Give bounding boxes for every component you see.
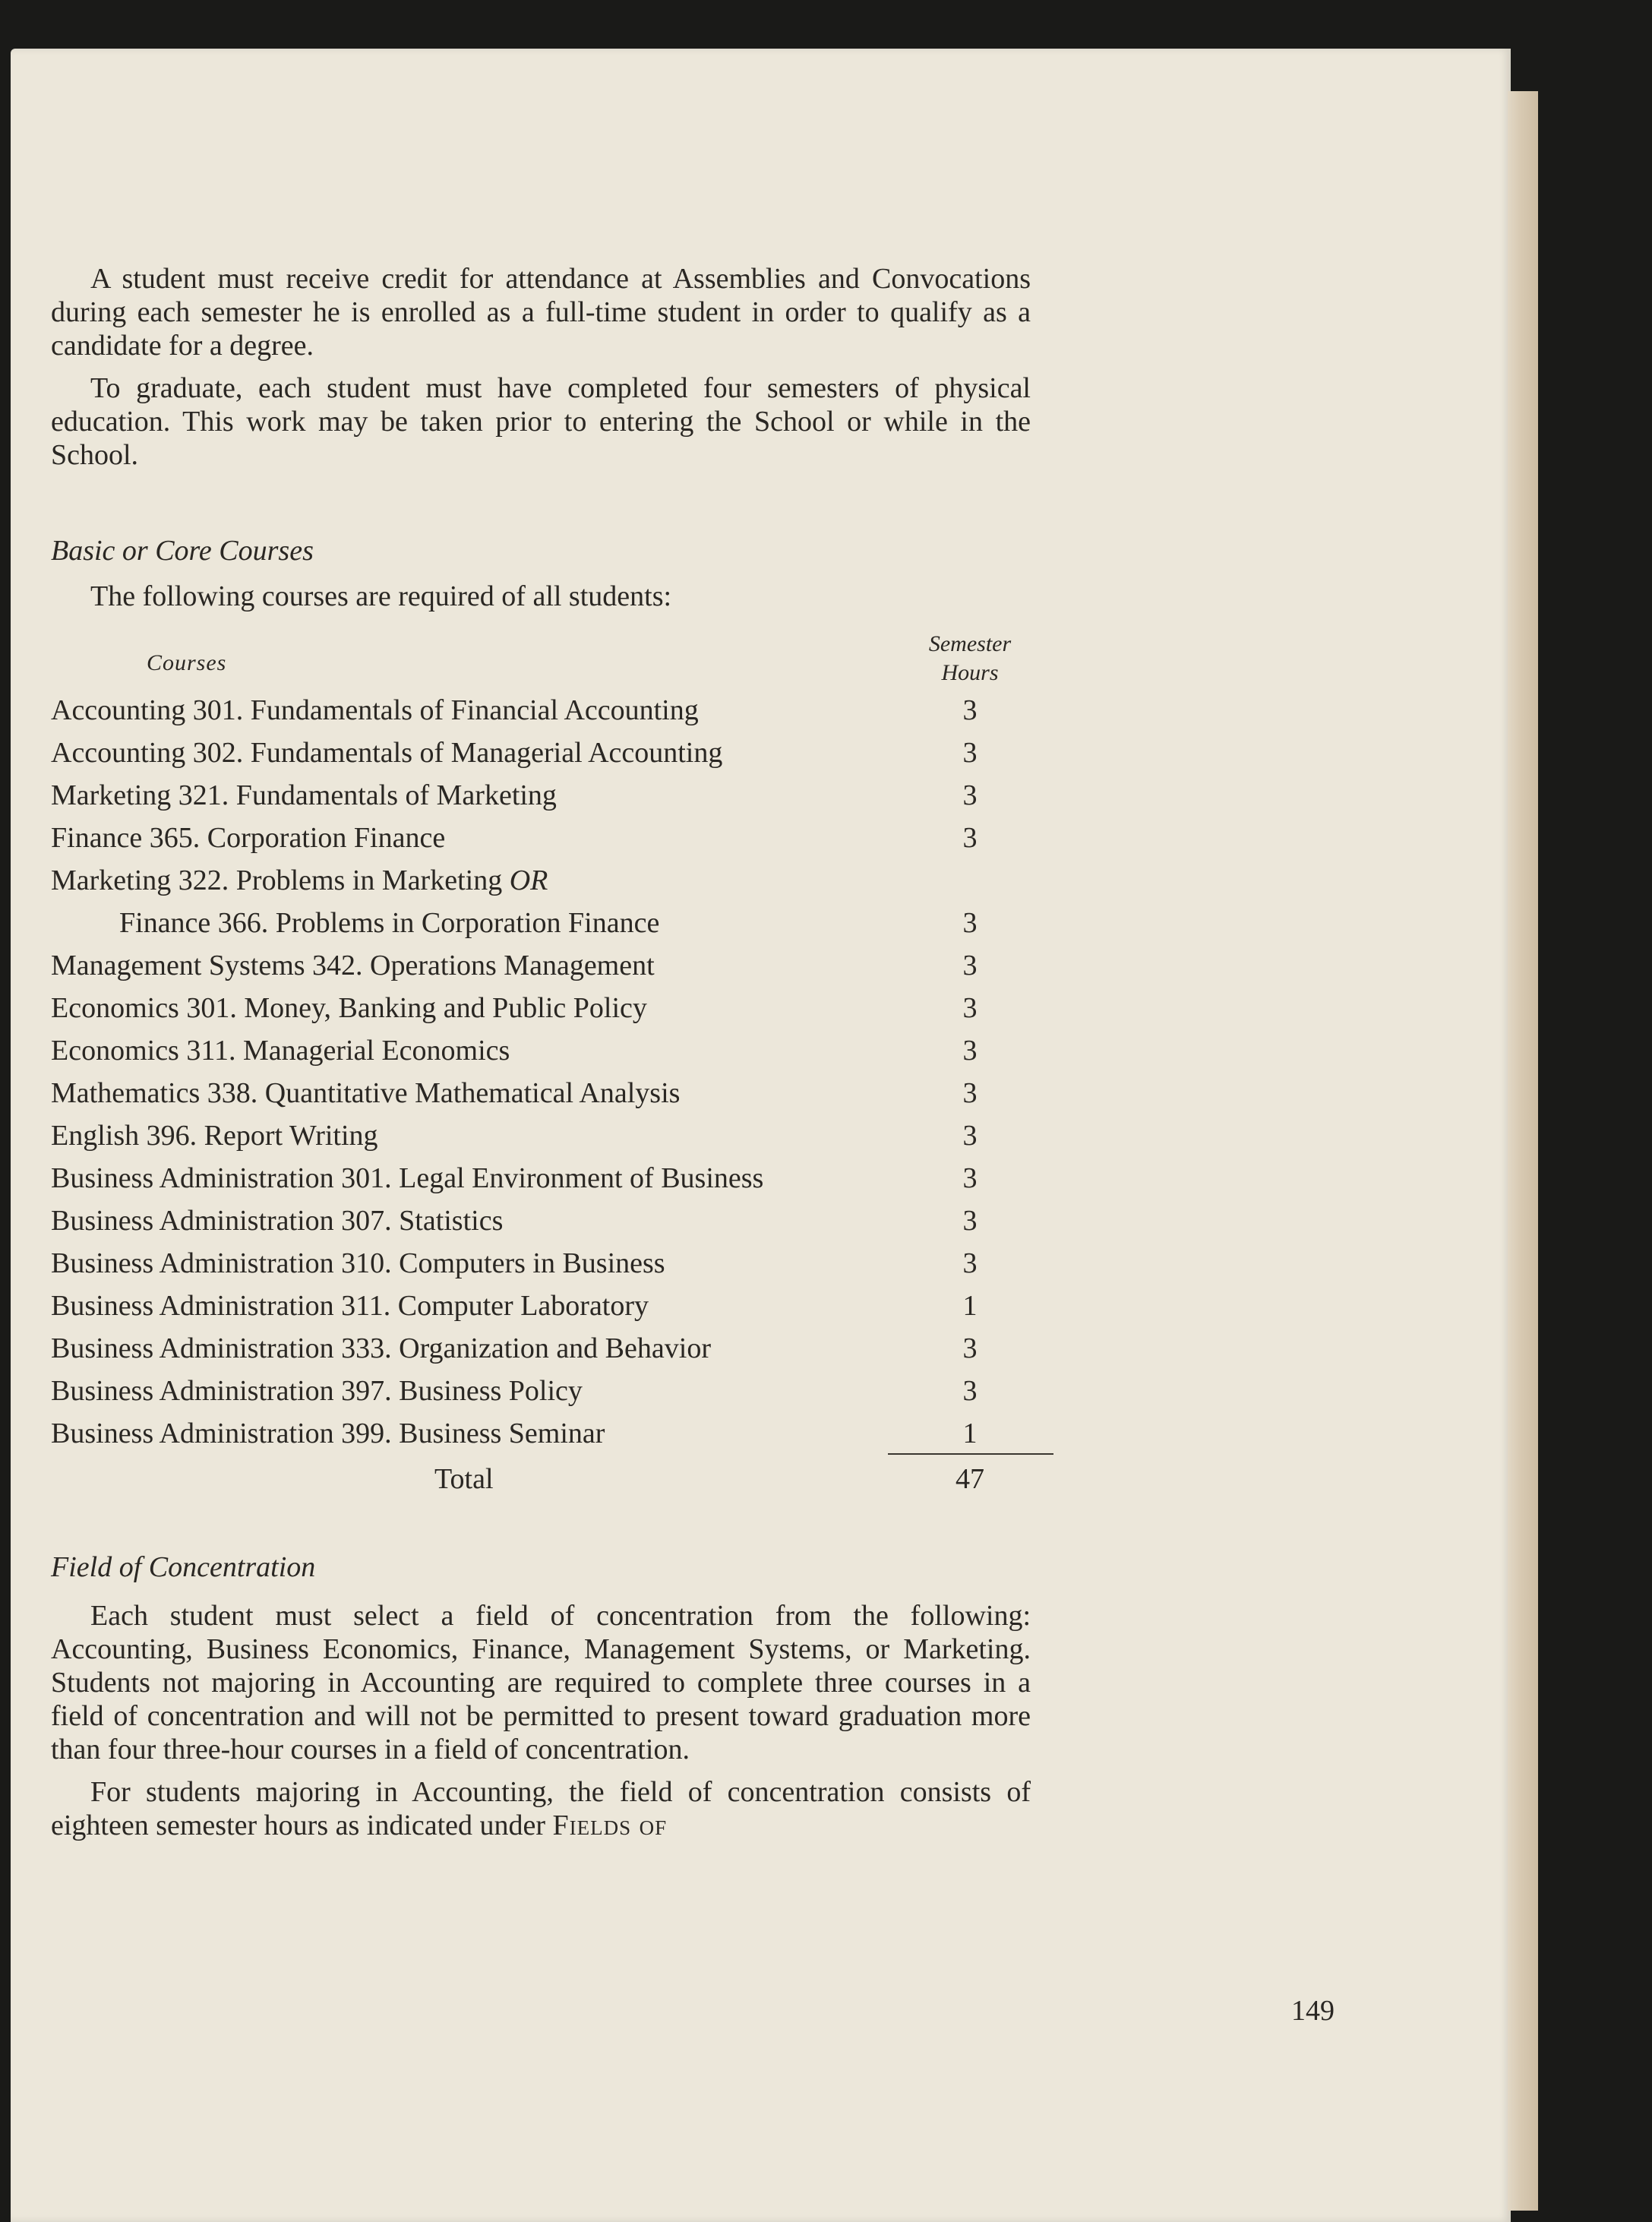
total-label: Total xyxy=(434,1463,494,1495)
course-hours: 3 xyxy=(962,950,978,981)
course-hours: 3 xyxy=(962,737,978,769)
course-hours: 3 xyxy=(962,992,978,1024)
page-number: 149 xyxy=(1291,1995,1335,2027)
table-row xyxy=(51,1412,1031,1455)
table-row xyxy=(51,1114,1031,1157)
table-row xyxy=(51,1285,1031,1327)
course-name: Business Administration 311. Computer Laboratory xyxy=(51,1290,649,1322)
section-heading-core: Basic or Core Courses xyxy=(51,535,314,567)
table-row xyxy=(51,1370,1031,1412)
course-name: Mathematics 338. Quantitative Mathematical Analysis xyxy=(51,1077,681,1109)
table-row xyxy=(51,732,1031,774)
course-name: Accounting 302. Fundamentals of Managerial Accounting xyxy=(51,737,723,769)
course-name: Business Administration 310. Computers in Business xyxy=(51,1247,665,1279)
paragraph-concentration: Each student must select a field of concentration from the following: Accounting, Business Economics, Finance, Management Systems, or Marketing. Students not majoring in Accounting are required to complete three courses in a field of concentration and will not be permitted to present toward graduation more than four three-hour courses in a field of concentration. xyxy=(51,1600,1031,1765)
fields-of-smallcaps: Fields of xyxy=(552,1810,668,1841)
course-hours: 3 xyxy=(962,1332,978,1364)
table-row xyxy=(51,902,1031,944)
course-name: Marketing 322. Problems in Marketing xyxy=(51,864,503,896)
table-row xyxy=(51,774,1031,817)
course-name: Marketing 321. Fundamentals of Marketing xyxy=(51,779,557,811)
column-header-courses: Courses xyxy=(147,650,227,675)
table-row xyxy=(51,1072,1031,1114)
course-hours: 1 xyxy=(962,1418,978,1449)
table-row xyxy=(51,1200,1031,1242)
paragraph-accounting-majors xyxy=(51,1775,1031,1842)
course-hours: 3 xyxy=(962,822,978,854)
course-name-with-or xyxy=(51,859,548,902)
section-heading-concentration: Field of Concentration xyxy=(51,1551,316,1583)
course-name: Business Administration 301. Legal Environment of Business xyxy=(51,1162,764,1194)
table-row xyxy=(51,1327,1031,1370)
table-row xyxy=(51,817,1031,859)
paragraph-physical-education: To graduate, each student must have completed four semesters of physical education. This work may be taken prior to entering the School or while in the School. xyxy=(51,372,1031,471)
course-name: Accounting 301. Fundamentals of Financial Accounting xyxy=(51,694,699,726)
total-hours: 47 xyxy=(956,1463,984,1495)
total-row xyxy=(51,1455,1031,1503)
course-name: Economics 311. Managerial Economics xyxy=(51,1035,510,1067)
course-name: Business Administration 333. Organization and Behavior xyxy=(51,1332,711,1364)
paragraph-accounting-text: For students majoring in Accounting, the field of concentration consists of eighteen semester hours as indicated under xyxy=(51,1776,1031,1841)
course-name: English 396. Report Writing xyxy=(51,1120,378,1152)
column-header-hours-line2: Hours xyxy=(941,660,999,685)
table-row xyxy=(51,987,1031,1029)
course-name: Management Systems 342. Operations Management xyxy=(51,950,655,981)
course-name: Business Administration 399. Business Seminar xyxy=(51,1418,605,1449)
table-row xyxy=(51,944,1031,987)
course-name: Economics 301. Money, Banking and Public Policy xyxy=(51,992,647,1024)
core-intro: The following courses are required of all students: xyxy=(90,580,672,612)
course-hours: 3 xyxy=(962,907,978,939)
course-hours: 3 xyxy=(962,1247,978,1279)
table-row xyxy=(51,859,1031,902)
column-header-hours-line1: Semester xyxy=(928,631,1012,656)
table-row xyxy=(51,1157,1031,1200)
table-row xyxy=(51,1029,1031,1072)
course-table xyxy=(51,689,1031,1503)
course-hours: 3 xyxy=(962,694,978,726)
paragraph-assemblies: A student must receive credit for attendance at Assemblies and Convocations during each semester he is enrolled as a full-time student in order to qualify as a candidate for a degree. xyxy=(51,263,1031,362)
course-hours: 3 xyxy=(962,1035,978,1067)
page-edge xyxy=(1508,91,1538,2211)
or-label: OR xyxy=(509,864,548,896)
course-hours: 3 xyxy=(962,1077,978,1109)
course-name: Finance 365. Corporation Finance xyxy=(51,822,446,854)
course-name: Business Administration 307. Statistics xyxy=(51,1205,504,1237)
course-hours: 3 xyxy=(962,779,978,811)
page-content xyxy=(51,262,1031,1851)
course-hours: 1 xyxy=(962,1290,978,1322)
table-row xyxy=(51,689,1031,732)
course-name: Business Administration 397. Business Policy xyxy=(51,1375,583,1407)
column-header-hours xyxy=(909,630,1031,687)
course-hours: 3 xyxy=(962,1120,978,1152)
course-hours: 3 xyxy=(962,1162,978,1194)
course-hours: 3 xyxy=(962,1205,978,1237)
table-row xyxy=(51,1242,1031,1285)
table-header xyxy=(51,631,1031,689)
course-name: Finance 366. Problems in Corporation Finance xyxy=(119,907,660,939)
course-hours: 3 xyxy=(962,1375,978,1407)
